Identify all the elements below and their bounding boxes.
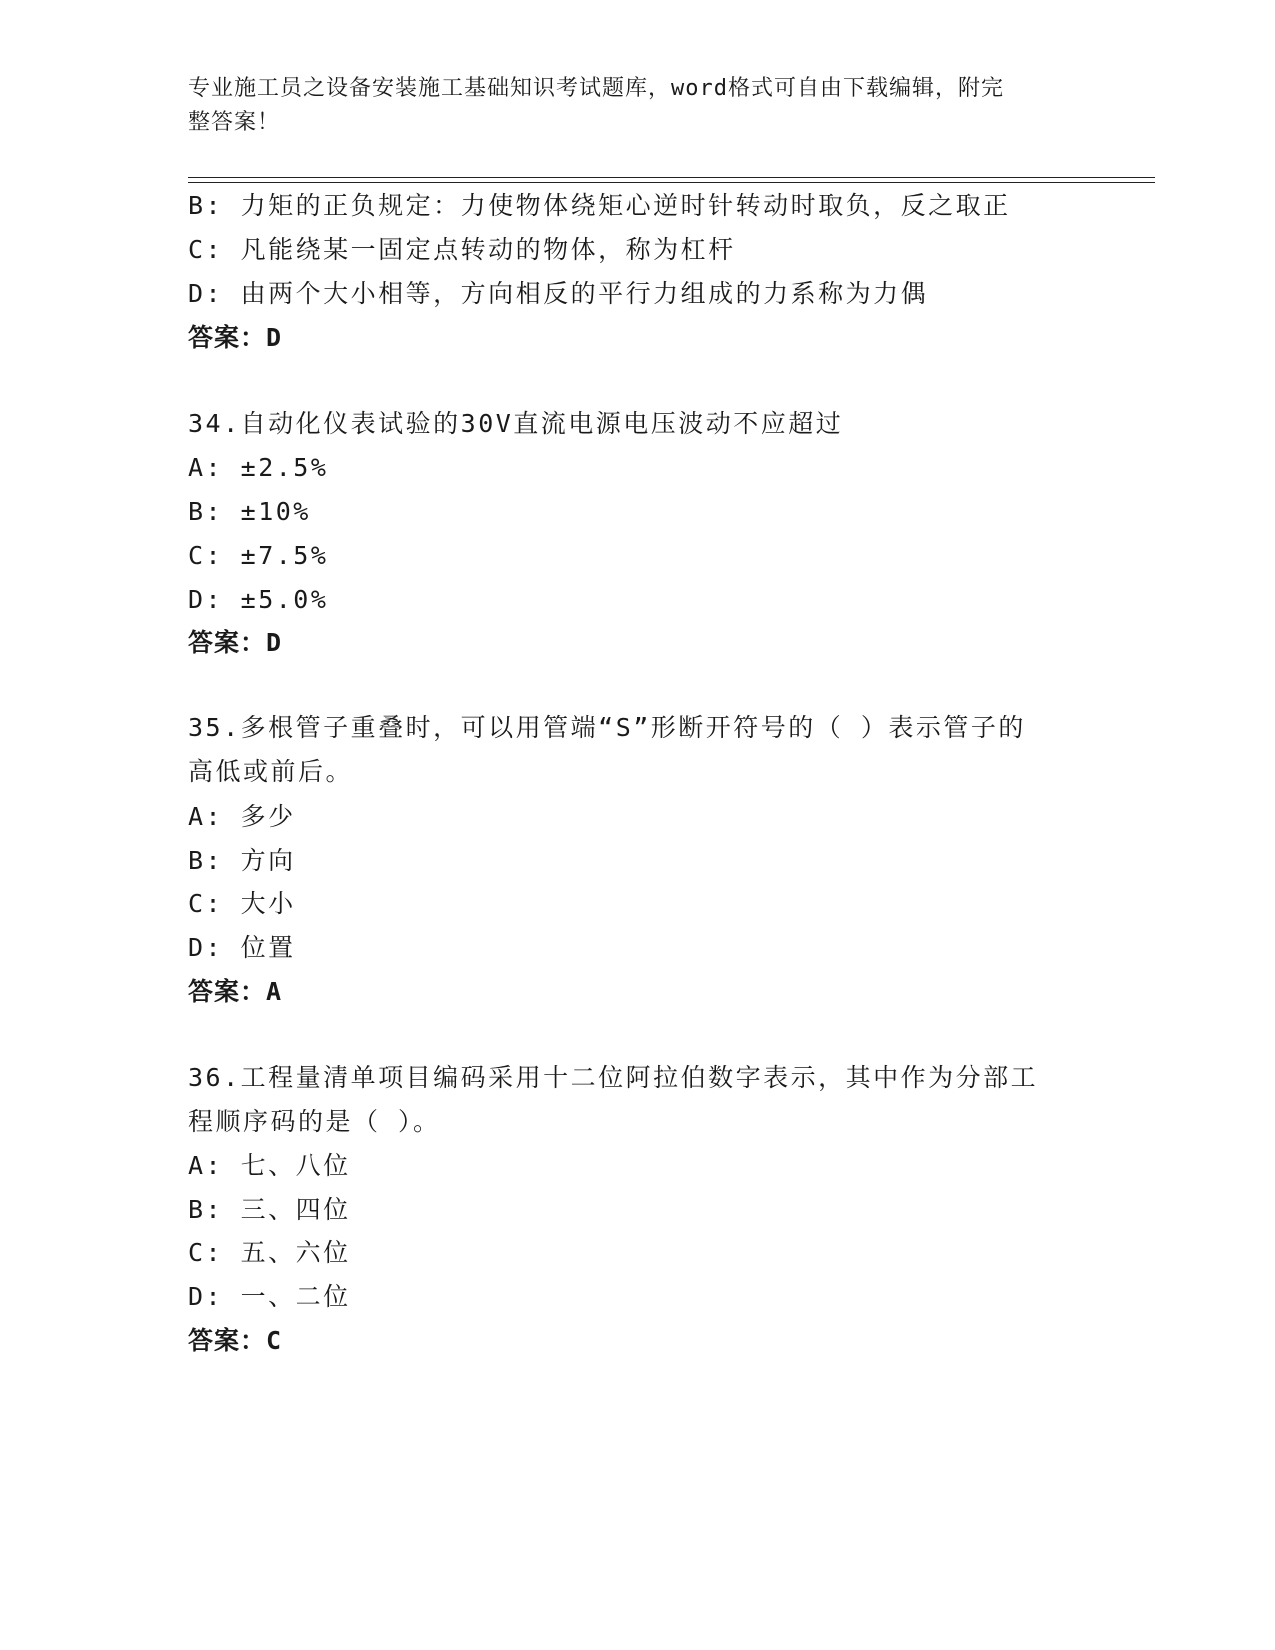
option-d: D: 一、二位 — [188, 1282, 351, 1311]
option-c: C: ±7.5% — [188, 541, 329, 570]
option-a: A: ±2.5% — [188, 453, 329, 482]
option-b: B: 力矩的正负规定：力使物体绕矩心逆时针转动时取负，反之取正 — [188, 191, 1011, 220]
option-b: B: 三、四位 — [188, 1195, 351, 1224]
answer: 答案：D — [188, 323, 283, 352]
header-divider-bottom — [188, 182, 1155, 183]
option-a: A: 多少 — [188, 802, 296, 831]
option-c: C: 凡能绕某一固定点转动的物体，称为杠杆 — [188, 235, 736, 264]
option-a: A: 七、八位 — [188, 1151, 351, 1180]
header-divider-top — [188, 177, 1155, 178]
answer: 答案：D — [188, 628, 283, 657]
header-line-1: 专业施工员之设备安装施工基础知识考试题库，word格式可自由下载编辑，附完 — [188, 76, 1004, 101]
question-stem: 36.工程量清单项目编码采用十二位阿拉伯数字表示，其中作为分部工 — [188, 1063, 1039, 1092]
question-stem: 34.自动化仪表试验的30V直流电源电压波动不应超过 — [188, 409, 844, 438]
option-b: B: 方向 — [188, 846, 296, 875]
answer: 答案：A — [188, 977, 283, 1006]
option-c: C: 五、六位 — [188, 1238, 351, 1267]
header-line-2: 整答案！ — [188, 110, 281, 135]
option-c: C: 大小 — [188, 889, 296, 918]
option-d: D: 由两个大小相等，方向相反的平行力组成的力系称为力偶 — [188, 279, 929, 308]
answer: 答案：C — [188, 1326, 283, 1355]
option-d: D: 位置 — [188, 933, 296, 962]
option-b: B: ±10% — [188, 497, 311, 526]
question-stem: 35.多根管子重叠时，可以用管端“S”形断开符号的（ ）表示管子的 — [188, 713, 1026, 742]
option-d: D: ±5.0% — [188, 585, 329, 614]
question-stem-continued: 高低或前后。 — [188, 757, 354, 786]
document-header — [188, 72, 1068, 140]
question-stem-continued: 程顺序码的是（ ）。 — [188, 1107, 441, 1136]
